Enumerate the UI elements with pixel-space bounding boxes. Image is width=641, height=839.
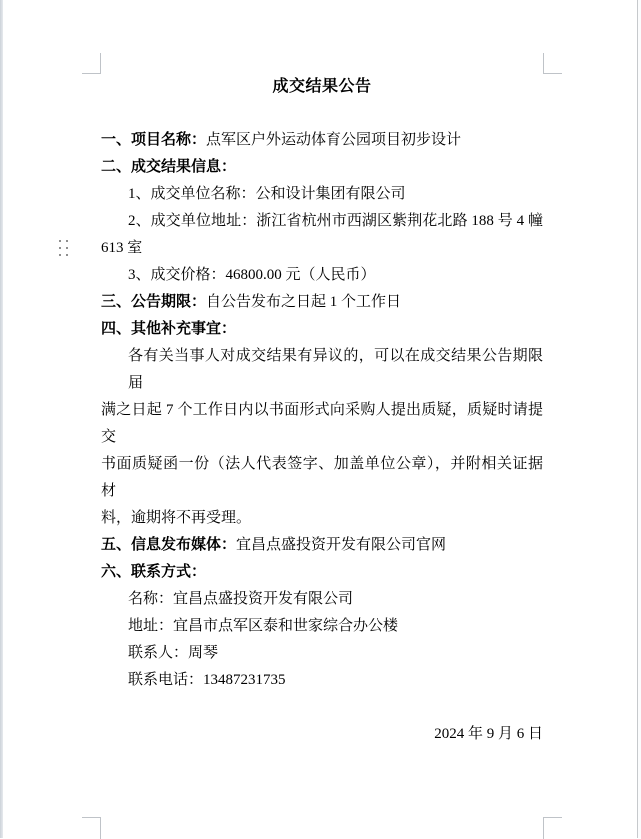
text-run: 满之日起 7 个工作日内以书面形式向采购人提出质疑，质疑时请提交 [101,402,543,445]
text-run: 三、公告期限： [101,294,207,310]
margin-crop-mark-bottom-right [543,817,562,839]
document-line[interactable] [101,208,543,235]
document-line[interactable] [101,532,543,559]
text-run: 613 室 [101,240,143,256]
document-line[interactable] [101,289,543,316]
empty-line[interactable] [101,100,543,127]
document-line[interactable] [101,262,543,289]
drag-handle[interactable] [57,238,70,258]
document-line[interactable] [101,397,543,451]
text-run: 一、项目名称： [101,132,207,148]
text-run: 书面质疑函一份（法人代表签字、加盖单位公章），并附相关证据材 [101,456,543,499]
text-run: 自公告发布之日起 1 个工作日 [206,294,402,310]
text-run: 名称：宜昌点盛投资开发有限公司 [128,591,354,607]
document-line[interactable] [101,721,543,748]
document-line[interactable] [101,586,543,613]
text-run: 宜昌点盛投资开发有限公司官网 [236,537,447,553]
margin-crop-mark-bottom-left [82,817,101,839]
text-run: 点军区户外运动体育公园项目初步设计 [206,132,462,148]
document-line[interactable] [101,343,543,397]
document-title[interactable] [101,73,543,100]
document-line[interactable] [101,235,543,262]
text-run: 四、其他补充事宜： [101,321,237,337]
document-line[interactable] [101,154,543,181]
text-run: 联系人：周琴 [128,645,219,661]
document-line[interactable] [101,127,543,154]
text-run: 联系电话：13487231735 [128,672,286,688]
document-line[interactable] [101,559,543,586]
page-left-edge [0,0,3,838]
margin-crop-mark-top-left [82,53,101,74]
document-line[interactable] [101,316,543,343]
margin-crop-mark-top-right [543,53,562,74]
page-right-edge [637,0,641,838]
document-line[interactable] [101,640,543,667]
document-line[interactable] [101,613,543,640]
document-line[interactable] [101,505,543,532]
text-run: 地址：宜昌市点军区泰和世家综合办公楼 [128,618,399,634]
text-run: 2、成交单位地址：浙江省杭州市西湖区紫荆花北路 188 号 4 幢 [128,213,543,229]
document-text-area[interactable] [101,73,543,748]
document-line[interactable] [101,181,543,208]
text-run: 2024 年 9 月 6 日 [434,726,543,742]
text-run: 成交结果公告 [272,78,372,95]
empty-line[interactable] [101,694,543,721]
text-run: 五、信息发布媒体： [101,537,237,553]
text-run: 六、联系方式： [101,564,207,580]
text-run: 各有关当事人对成交结果有异议的，可以在成交结果公告期限届 [128,348,543,391]
text-run: 3、成交价格：46800.00 元（人民币） [128,267,376,283]
text-run: 二、成交结果信息： [101,159,237,175]
document-line[interactable] [101,667,543,694]
text-run: 1、成交单位名称：公和设计集团有限公司 [128,186,406,202]
text-run: 料，逾期将不再受理。 [101,510,252,526]
document-line[interactable] [101,451,543,505]
